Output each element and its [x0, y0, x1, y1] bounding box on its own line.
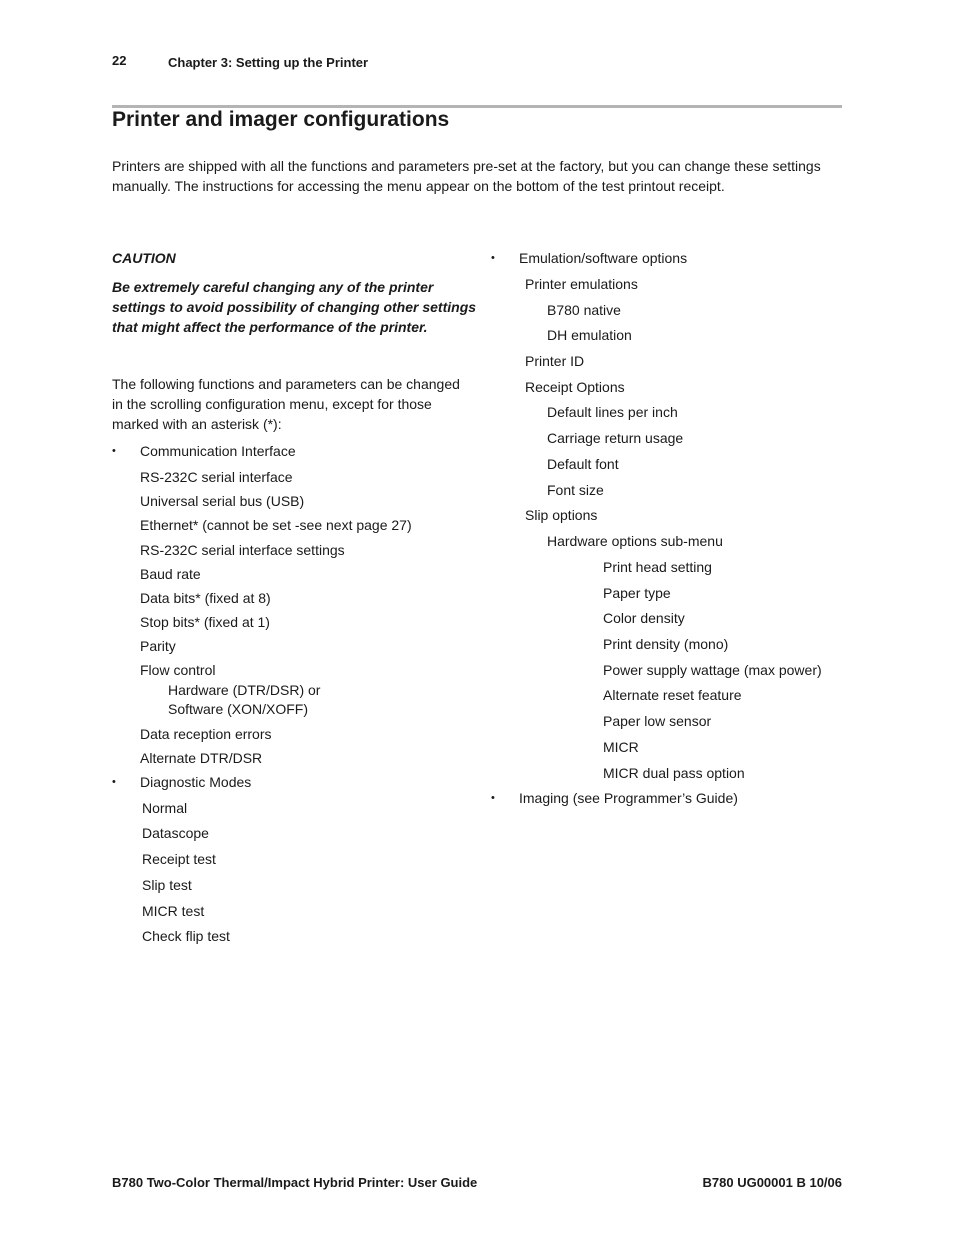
- list-heading: Communication Interface: [140, 443, 296, 459]
- list-item: Normal: [142, 800, 188, 816]
- bullet-marker: •: [112, 776, 116, 788]
- left-intro-line: in the scrolling configuration menu, except for those: [112, 396, 432, 412]
- list-item: Paper low sensor: [603, 713, 712, 729]
- list-item: Print density (mono): [603, 636, 729, 652]
- list-item: Receipt Options: [525, 379, 625, 395]
- intro-paragraph: [112, 156, 821, 196]
- list-item: Datascope: [142, 825, 209, 841]
- list-item: Print head setting: [603, 559, 712, 575]
- chapter-title: Chapter 3: Setting up the Printer: [168, 55, 369, 70]
- footer-doc-number: B780 UG00001 B 10/06: [702, 1175, 842, 1190]
- list-item: MICR: [603, 739, 639, 755]
- list-item: Slip test: [142, 877, 192, 893]
- list-item: RS-232C serial interface: [140, 469, 293, 485]
- page-title: Printer and imager configurations: [112, 108, 450, 131]
- list-item: Ethernet* (cannot be set -see next page 27): [140, 517, 412, 533]
- list-item: Data bits* (fixed at 8): [140, 590, 271, 606]
- list-item: Power supply wattage (max power): [603, 662, 822, 678]
- list-item: Alternate DTR/DSR: [140, 750, 263, 766]
- list-item: Baud rate: [140, 566, 201, 582]
- bullet-marker: •: [112, 445, 116, 457]
- left-intro-line: The following functions and parameters can be changed: [112, 376, 460, 392]
- intro-line: manually. The instructions for accessing the menu appear on the bottom of the test printout receipt.: [112, 178, 725, 194]
- list-item: Paper type: [603, 585, 671, 601]
- list-item: Receipt test: [142, 851, 216, 867]
- intro-line: Printers are shipped with all the functions and parameters pre-set at the factory, but you can change these settings: [112, 158, 821, 174]
- list-item: Software (XON/XOFF): [168, 701, 309, 717]
- list-heading: Imaging (see Programmer’s Guide): [519, 790, 738, 806]
- caution-line: that might affect the performance of the printer.: [112, 319, 428, 335]
- list-item: DH emulation: [547, 327, 632, 343]
- caution-line: settings to avoid possibility of changing other settings: [112, 299, 477, 315]
- list-item: Hardware (DTR/DSR) or: [168, 682, 321, 698]
- page-number: 22: [112, 53, 127, 68]
- list-item: Hardware options sub-menu: [547, 533, 723, 549]
- list-item: Printer ID: [525, 353, 585, 369]
- list-item: Default lines per inch: [547, 404, 678, 420]
- list-item: Universal serial bus (USB): [140, 493, 305, 509]
- list-item: Color density: [603, 610, 685, 626]
- list-item: Printer emulations: [525, 276, 638, 292]
- caution-line: Be extremely careful changing any of the printer: [112, 279, 434, 295]
- list-item: Flow control: [140, 662, 216, 678]
- footer-guide-title: B780 Two-Color Thermal/Impact Hybrid Printer: User Guide: [112, 1175, 478, 1190]
- list-heading: Emulation/software options: [519, 250, 688, 266]
- list-item: Font size: [547, 482, 604, 498]
- list-item: Check flip test: [142, 928, 230, 944]
- list-item: MICR dual pass option: [603, 765, 745, 781]
- list-item: Parity: [140, 638, 176, 654]
- list-heading: Diagnostic Modes: [140, 774, 252, 790]
- list-item: RS-232C serial interface settings: [140, 542, 345, 558]
- list-item: Carriage return usage: [547, 430, 684, 446]
- list-item: Default font: [547, 456, 619, 472]
- list-item: B780 native: [547, 302, 621, 318]
- list-item: Slip options: [525, 507, 598, 523]
- list-item: MICR test: [142, 903, 205, 919]
- bullet-marker: •: [491, 252, 495, 264]
- list-item: Alternate reset feature: [603, 687, 742, 703]
- caution-text: [112, 277, 476, 337]
- list-item: Data reception errors: [140, 726, 272, 742]
- bullet-marker: •: [491, 792, 495, 804]
- left-intro-line: marked with an asterisk (*):: [112, 416, 282, 432]
- caution-heading: CAUTION: [112, 250, 176, 266]
- list-item: Stop bits* (fixed at 1): [140, 614, 270, 630]
- left-intro-paragraph: [112, 374, 460, 434]
